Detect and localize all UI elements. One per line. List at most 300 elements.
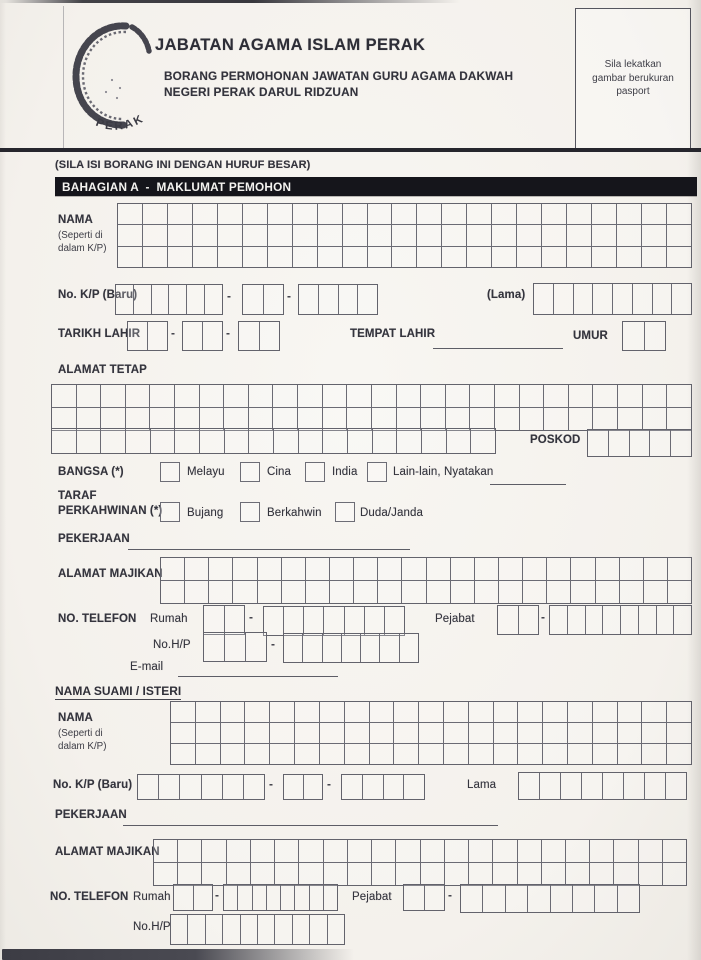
char-box[interactable]: [283, 607, 303, 635]
char-box[interactable]: [245, 633, 266, 661]
char-box[interactable]: [323, 885, 337, 910]
char-box[interactable]: [491, 204, 516, 224]
char-box[interactable]: [493, 744, 518, 764]
char-box[interactable]: [641, 204, 666, 224]
char-box[interactable]: [223, 385, 248, 407]
char-box[interactable]: [125, 429, 150, 453]
char-box[interactable]: [371, 385, 396, 407]
char-box[interactable]: [273, 429, 298, 453]
char-box[interactable]: [317, 247, 342, 267]
char-box[interactable]: [666, 744, 691, 764]
char-box[interactable]: [482, 885, 504, 912]
char-box[interactable]: [391, 225, 416, 245]
char-box[interactable]: [649, 430, 670, 456]
spouse-kp-lama-boxes[interactable]: [518, 772, 687, 800]
char-box[interactable]: [240, 915, 257, 944]
char-box[interactable]: [613, 863, 637, 885]
char-box[interactable]: [588, 430, 608, 456]
char-box[interactable]: [353, 558, 377, 580]
char-box[interactable]: [222, 915, 239, 944]
telefon-pejabat-prefix-boxes[interactable]: [497, 605, 539, 635]
char-box[interactable]: [367, 247, 392, 267]
checkbox-berkahwin[interactable]: [240, 502, 260, 522]
char-box[interactable]: [242, 247, 267, 267]
char-box[interactable]: [629, 430, 650, 456]
char-box[interactable]: [566, 225, 591, 245]
spouse-kp-part3-boxes[interactable]: [341, 774, 425, 800]
email-line[interactable]: [178, 660, 338, 677]
char-box[interactable]: [303, 775, 323, 799]
char-box[interactable]: [133, 285, 151, 314]
char-box[interactable]: [468, 744, 493, 764]
char-box[interactable]: [553, 284, 573, 314]
char-box[interactable]: [220, 702, 245, 722]
char-box[interactable]: [491, 225, 516, 245]
char-box[interactable]: [272, 385, 297, 407]
char-box[interactable]: [666, 408, 691, 430]
spouse-kp-part1-boxes[interactable]: [137, 774, 265, 800]
char-box[interactable]: [171, 723, 195, 743]
char-box[interactable]: [150, 429, 175, 453]
char-box[interactable]: [224, 606, 245, 634]
char-box[interactable]: [267, 225, 292, 245]
char-box[interactable]: [298, 840, 322, 862]
char-box[interactable]: [602, 606, 620, 634]
char-box[interactable]: [118, 247, 142, 267]
char-box[interactable]: [217, 204, 242, 224]
char-box[interactable]: [118, 204, 142, 224]
char-box[interactable]: [393, 723, 418, 743]
char-box[interactable]: [167, 204, 192, 224]
char-box[interactable]: [591, 204, 616, 224]
char-box[interactable]: [591, 225, 616, 245]
char-box[interactable]: [546, 581, 570, 603]
spouse-telefon-pejabat-prefix-boxes[interactable]: [403, 884, 445, 911]
char-box[interactable]: [494, 408, 519, 430]
spouse-hp-boxes[interactable]: [170, 914, 345, 945]
char-box[interactable]: [192, 204, 217, 224]
char-box[interactable]: [149, 408, 174, 430]
char-box[interactable]: [347, 840, 371, 862]
char-box[interactable]: [418, 744, 443, 764]
char-box[interactable]: [342, 247, 367, 267]
checkbox-melayu[interactable]: [160, 462, 180, 482]
char-box[interactable]: [591, 247, 616, 267]
char-box[interactable]: [281, 558, 305, 580]
char-box[interactable]: [317, 204, 342, 224]
char-box[interactable]: [517, 863, 541, 885]
char-box[interactable]: [367, 204, 392, 224]
char-box[interactable]: [517, 723, 542, 743]
char-box[interactable]: [220, 723, 245, 743]
char-box[interactable]: [542, 723, 567, 743]
char-box[interactable]: [224, 885, 237, 910]
char-box[interactable]: [294, 723, 319, 743]
char-box[interactable]: [171, 915, 187, 944]
char-box[interactable]: [184, 581, 208, 603]
char-box[interactable]: [616, 225, 641, 245]
char-box[interactable]: [224, 429, 249, 453]
char-box[interactable]: [243, 775, 264, 799]
char-box[interactable]: [616, 204, 641, 224]
char-box[interactable]: [395, 863, 419, 885]
telefon-pejabat-boxes[interactable]: [549, 605, 692, 635]
char-box[interactable]: [623, 773, 644, 799]
char-box[interactable]: [294, 885, 308, 910]
char-box[interactable]: [353, 581, 377, 603]
alamat-tetap-grid-row3[interactable]: [51, 428, 496, 454]
char-box[interactable]: [346, 408, 371, 430]
alamat-majikan-grid[interactable]: [160, 557, 692, 604]
char-box[interactable]: [226, 863, 250, 885]
char-box[interactable]: [632, 284, 652, 314]
char-box[interactable]: [602, 773, 623, 799]
char-box[interactable]: [416, 247, 441, 267]
char-box[interactable]: [498, 606, 518, 634]
char-box[interactable]: [662, 863, 686, 885]
char-box[interactable]: [248, 385, 273, 407]
char-box[interactable]: [466, 204, 491, 224]
umur-boxes[interactable]: [622, 321, 666, 351]
char-box[interactable]: [346, 385, 371, 407]
char-box[interactable]: [395, 840, 419, 862]
char-box[interactable]: [534, 284, 553, 314]
char-box[interactable]: [319, 723, 344, 743]
char-box[interactable]: [466, 225, 491, 245]
char-box[interactable]: [274, 915, 291, 944]
char-box[interactable]: [204, 633, 224, 661]
char-box[interactable]: [567, 723, 592, 743]
char-box[interactable]: [527, 885, 549, 912]
char-box[interactable]: [567, 606, 585, 634]
char-box[interactable]: [292, 204, 317, 224]
char-box[interactable]: [542, 702, 567, 722]
char-box[interactable]: [142, 204, 167, 224]
checkbox-cina[interactable]: [240, 462, 260, 482]
char-box[interactable]: [369, 702, 394, 722]
char-box[interactable]: [391, 247, 416, 267]
pekerjaan-line[interactable]: [128, 532, 410, 550]
char-box[interactable]: [642, 408, 667, 430]
char-box[interactable]: [420, 863, 444, 885]
char-box[interactable]: [248, 429, 273, 453]
char-box[interactable]: [617, 885, 639, 912]
char-box[interactable]: [541, 247, 566, 267]
char-box[interactable]: [257, 558, 281, 580]
char-box[interactable]: [201, 840, 225, 862]
checkbox-lain-lain[interactable]: [367, 462, 387, 482]
char-box[interactable]: [541, 225, 566, 245]
char-box[interactable]: [592, 385, 617, 407]
char-box[interactable]: [589, 840, 613, 862]
char-box[interactable]: [656, 606, 674, 634]
char-box[interactable]: [572, 885, 594, 912]
char-box[interactable]: [443, 723, 468, 743]
char-box[interactable]: [641, 702, 666, 722]
char-box[interactable]: [671, 284, 691, 314]
char-box[interactable]: [116, 285, 133, 314]
char-box[interactable]: [494, 385, 519, 407]
char-box[interactable]: [396, 385, 421, 407]
char-box[interactable]: [516, 247, 541, 267]
char-box[interactable]: [393, 744, 418, 764]
char-box[interactable]: [263, 285, 284, 314]
char-box[interactable]: [652, 284, 672, 314]
char-box[interactable]: [217, 225, 242, 245]
char-box[interactable]: [619, 581, 643, 603]
char-box[interactable]: [567, 744, 592, 764]
char-box[interactable]: [421, 429, 446, 453]
char-box[interactable]: [566, 204, 591, 224]
char-box[interactable]: [344, 607, 364, 635]
char-box[interactable]: [666, 385, 691, 407]
char-box[interactable]: [617, 744, 642, 764]
char-box[interactable]: [362, 775, 383, 799]
char-box[interactable]: [309, 885, 323, 910]
char-box[interactable]: [644, 322, 666, 350]
char-box[interactable]: [329, 558, 353, 580]
char-box[interactable]: [592, 702, 617, 722]
alamat-tetap-grid-top[interactable]: [51, 384, 692, 431]
char-box[interactable]: [369, 744, 394, 764]
char-box[interactable]: [274, 840, 298, 862]
char-box[interactable]: [232, 581, 256, 603]
char-box[interactable]: [177, 840, 201, 862]
char-box[interactable]: [269, 702, 294, 722]
char-box[interactable]: [498, 581, 522, 603]
char-box[interactable]: [566, 247, 591, 267]
char-box[interactable]: [193, 885, 213, 910]
char-box[interactable]: [641, 744, 666, 764]
char-box[interactable]: [670, 430, 691, 456]
char-box[interactable]: [384, 607, 404, 635]
char-box[interactable]: [474, 558, 498, 580]
char-box[interactable]: [327, 915, 344, 944]
char-box[interactable]: [305, 581, 329, 603]
char-box[interactable]: [52, 408, 76, 430]
char-box[interactable]: [595, 558, 619, 580]
char-box[interactable]: [244, 702, 269, 722]
char-box[interactable]: [418, 702, 443, 722]
char-box[interactable]: [208, 558, 232, 580]
char-box[interactable]: [186, 285, 204, 314]
char-box[interactable]: [183, 322, 202, 350]
char-box[interactable]: [519, 385, 544, 407]
char-box[interactable]: [517, 840, 541, 862]
hp-boxes[interactable]: [283, 633, 419, 663]
char-box[interactable]: [342, 775, 362, 799]
char-box[interactable]: [620, 606, 638, 634]
char-box[interactable]: [420, 385, 445, 407]
char-box[interactable]: [516, 225, 541, 245]
char-box[interactable]: [149, 385, 174, 407]
telefon-rumah-prefix-boxes[interactable]: [203, 605, 245, 635]
char-box[interactable]: [638, 863, 662, 885]
char-box[interactable]: [274, 863, 298, 885]
char-box[interactable]: [174, 429, 199, 453]
char-box[interactable]: [347, 429, 372, 453]
char-box[interactable]: [516, 204, 541, 224]
char-box[interactable]: [299, 285, 318, 314]
char-box[interactable]: [232, 558, 256, 580]
char-box[interactable]: [284, 775, 303, 799]
char-box[interactable]: [118, 225, 142, 245]
char-box[interactable]: [662, 840, 686, 862]
char-box[interactable]: [323, 863, 347, 885]
char-box[interactable]: [100, 429, 125, 453]
char-box[interactable]: [517, 702, 542, 722]
char-box[interactable]: [199, 385, 224, 407]
char-box[interactable]: [543, 385, 568, 407]
char-box[interactable]: [347, 863, 371, 885]
char-box[interactable]: [617, 385, 642, 407]
char-box[interactable]: [391, 204, 416, 224]
char-box[interactable]: [250, 840, 274, 862]
char-box[interactable]: [443, 744, 468, 764]
char-box[interactable]: [519, 408, 544, 430]
char-box[interactable]: [377, 581, 401, 603]
char-box[interactable]: [226, 840, 250, 862]
char-box[interactable]: [344, 744, 369, 764]
char-box[interactable]: [195, 744, 220, 764]
char-box[interactable]: [318, 285, 338, 314]
char-box[interactable]: [371, 863, 395, 885]
char-box[interactable]: [396, 429, 421, 453]
char-box[interactable]: [319, 702, 344, 722]
char-box[interactable]: [171, 702, 195, 722]
char-box[interactable]: [217, 247, 242, 267]
char-box[interactable]: [158, 775, 179, 799]
kp-baru-part3-boxes[interactable]: [298, 284, 378, 315]
char-box[interactable]: [641, 225, 666, 245]
tarikh-month-boxes[interactable]: [182, 321, 223, 351]
char-box[interactable]: [264, 607, 283, 635]
char-box[interactable]: [441, 247, 466, 267]
char-box[interactable]: [294, 702, 319, 722]
char-box[interactable]: [401, 581, 425, 603]
char-box[interactable]: [192, 247, 217, 267]
char-box[interactable]: [617, 723, 642, 743]
char-box[interactable]: [418, 723, 443, 743]
char-box[interactable]: [195, 723, 220, 743]
char-box[interactable]: [445, 385, 470, 407]
char-box[interactable]: [100, 385, 125, 407]
char-box[interactable]: [195, 702, 220, 722]
char-box[interactable]: [204, 285, 222, 314]
char-box[interactable]: [201, 863, 225, 885]
char-box[interactable]: [76, 385, 101, 407]
char-box[interactable]: [517, 744, 542, 764]
char-box[interactable]: [199, 408, 224, 430]
char-box[interactable]: [441, 225, 466, 245]
char-box[interactable]: [167, 225, 192, 245]
char-box[interactable]: [623, 322, 644, 350]
char-box[interactable]: [128, 322, 147, 350]
char-box[interactable]: [272, 408, 297, 430]
checkbox-duda-janda[interactable]: [335, 502, 355, 522]
char-box[interactable]: [468, 702, 493, 722]
char-box[interactable]: [252, 885, 266, 910]
char-box[interactable]: [305, 558, 329, 580]
char-box[interactable]: [220, 744, 245, 764]
char-box[interactable]: [242, 204, 267, 224]
char-box[interactable]: [317, 225, 342, 245]
char-box[interactable]: [154, 840, 177, 862]
char-box[interactable]: [666, 204, 691, 224]
spouse-alamat-majikan-grid[interactable]: [153, 839, 687, 886]
char-box[interactable]: [125, 385, 150, 407]
char-box[interactable]: [52, 429, 76, 453]
char-box[interactable]: [568, 385, 593, 407]
char-box[interactable]: [322, 385, 347, 407]
char-box[interactable]: [294, 744, 319, 764]
char-box[interactable]: [298, 863, 322, 885]
char-box[interactable]: [519, 773, 539, 799]
char-box[interactable]: [560, 773, 581, 799]
char-box[interactable]: [242, 225, 267, 245]
char-box[interactable]: [161, 558, 184, 580]
telefon-rumah-boxes[interactable]: [263, 606, 405, 636]
char-box[interactable]: [187, 915, 204, 944]
bangsa-nyatakan-line[interactable]: [490, 468, 566, 485]
char-box[interactable]: [174, 385, 199, 407]
char-box[interactable]: [168, 285, 186, 314]
char-box[interactable]: [243, 285, 263, 314]
char-box[interactable]: [342, 204, 367, 224]
char-box[interactable]: [641, 247, 666, 267]
char-box[interactable]: [644, 773, 665, 799]
char-box[interactable]: [542, 744, 567, 764]
char-box[interactable]: [592, 723, 617, 743]
char-box[interactable]: [377, 558, 401, 580]
checkbox-india[interactable]: [305, 462, 325, 482]
char-box[interactable]: [239, 322, 259, 350]
char-box[interactable]: [269, 723, 294, 743]
char-box[interactable]: [259, 322, 280, 350]
char-box[interactable]: [267, 204, 292, 224]
char-box[interactable]: [338, 285, 358, 314]
char-box[interactable]: [100, 408, 125, 430]
char-box[interactable]: [383, 775, 404, 799]
char-box[interactable]: [202, 322, 222, 350]
spouse-telefon-rumah-prefix-boxes[interactable]: [173, 884, 213, 911]
char-box[interactable]: [342, 225, 367, 245]
char-box[interactable]: [369, 723, 394, 743]
kp-lama-boxes[interactable]: [533, 283, 692, 315]
char-box[interactable]: [589, 863, 613, 885]
char-box[interactable]: [177, 863, 201, 885]
char-box[interactable]: [309, 915, 326, 944]
char-box[interactable]: [426, 558, 450, 580]
char-box[interactable]: [364, 607, 384, 635]
char-box[interactable]: [666, 247, 691, 267]
char-box[interactable]: [474, 581, 498, 603]
hp-prefix-boxes[interactable]: [203, 632, 267, 662]
char-box[interactable]: [360, 634, 379, 662]
char-box[interactable]: [269, 744, 294, 764]
tarikh-day-boxes[interactable]: [127, 321, 168, 351]
char-box[interactable]: [594, 885, 616, 912]
tarikh-year-boxes[interactable]: [238, 321, 280, 351]
char-box[interactable]: [666, 723, 691, 743]
char-box[interactable]: [546, 558, 570, 580]
char-box[interactable]: [608, 430, 629, 456]
char-box[interactable]: [267, 247, 292, 267]
tempat-lahir-line[interactable]: [433, 330, 563, 349]
char-box[interactable]: [450, 581, 474, 603]
char-box[interactable]: [303, 607, 323, 635]
char-box[interactable]: [142, 247, 167, 267]
